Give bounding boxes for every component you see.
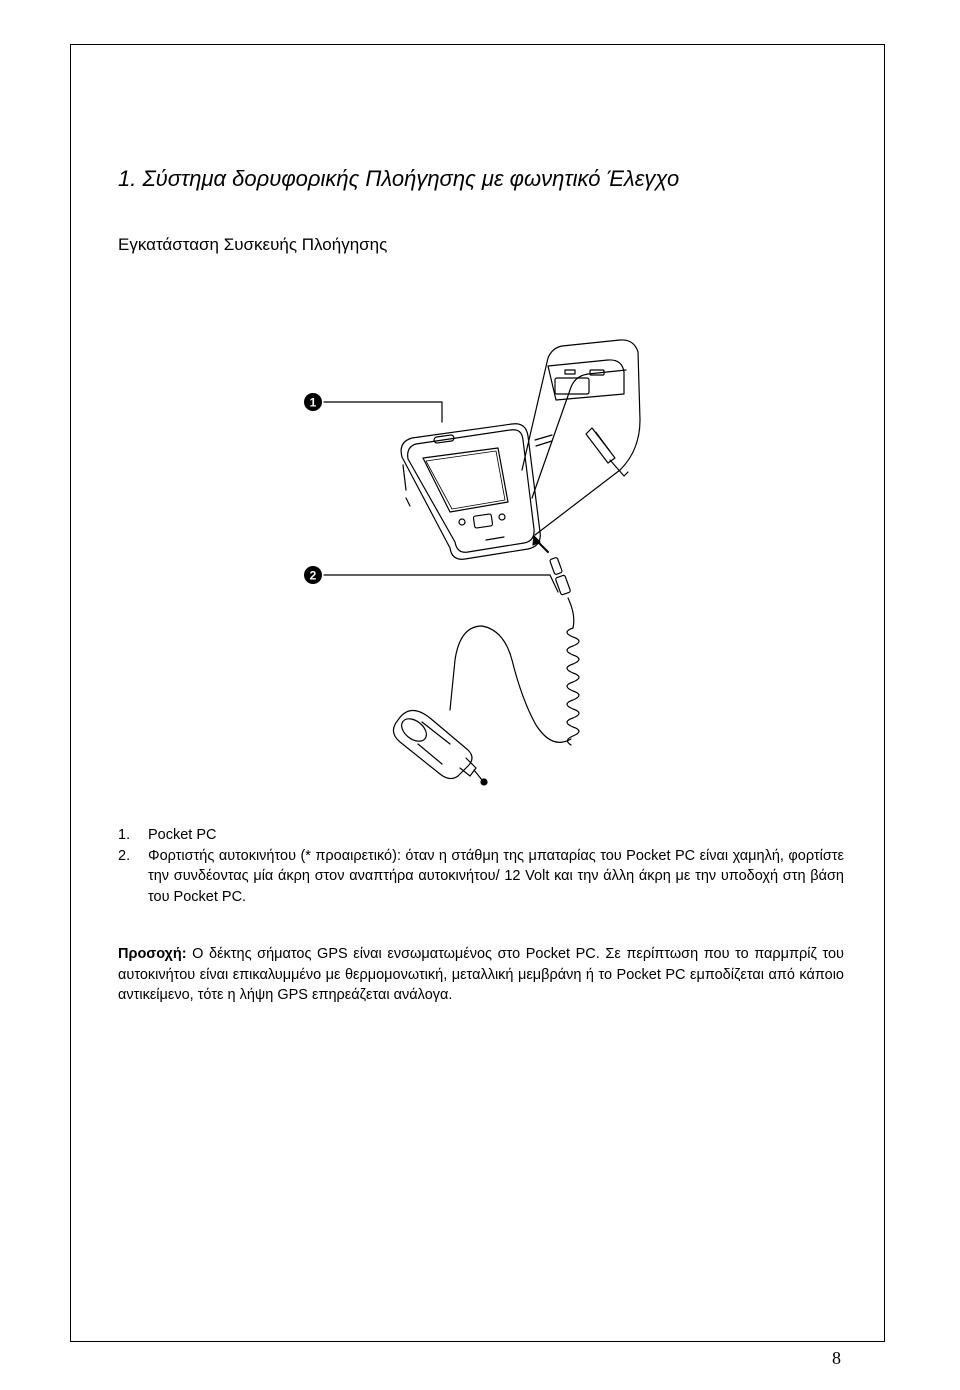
- list-item-number: 1.: [118, 827, 131, 843]
- car-charger-cable-icon: [450, 557, 579, 745]
- list-item: [118, 825, 844, 846]
- warning-text: Ο δέκτης σήματος GPS είναι ενσωματωμένος στο Pocket PC. Σε περίπτωση που το παρμπρίζ του αυτοκινήτου είναι επικαλυμμένο με θερμομονωτική, μεταλλική μεμβράνη ή το Pocket PC εμποδίζεται από κάποιο αντικείμενο, τότε η λήψη GPS επηρεάζεται ανάλογα.: [118, 946, 844, 1003]
- list-item-text: Φορτιστής αυτοκινήτου (* προαιρετικό): όταν η στάθμη της μπαταρίας του Pocket PC είναι χαμηλή, φορτίστε την συνδέοντας μία άκρη στον αναπτήρα αυτοκινήτου/ 12 Volt και την άλλη άκρη με την υποδοχή στη βάση του Pocket PC.: [148, 847, 844, 905]
- list-item-number: 2.: [118, 847, 131, 864]
- list-item-text: Pocket PC: [148, 827, 217, 843]
- installation-illustration: [290, 330, 650, 810]
- pocket-pc-device-icon: [401, 424, 540, 560]
- page-title: 1. Σύστημα δορυφορικής Πλοήγησης με φωνητικό Έλεγχο: [118, 166, 680, 191]
- component-list: [118, 825, 844, 907]
- zoom-detail-icon: [522, 340, 640, 535]
- callout-2: [304, 566, 558, 592]
- warning-paragraph: [118, 944, 844, 1006]
- page-number: 8: [832, 1348, 841, 1368]
- car-charger-plug-icon: [393, 710, 487, 785]
- svg-text:1: 1: [309, 395, 317, 410]
- warning-label: Προσοχή:: [118, 946, 187, 962]
- callout-1: [304, 393, 442, 422]
- svg-text:2: 2: [309, 568, 317, 583]
- section-subtitle: Εγκατάσταση Συσκευής Πλοήγησης: [118, 235, 388, 254]
- list-item: [118, 846, 844, 908]
